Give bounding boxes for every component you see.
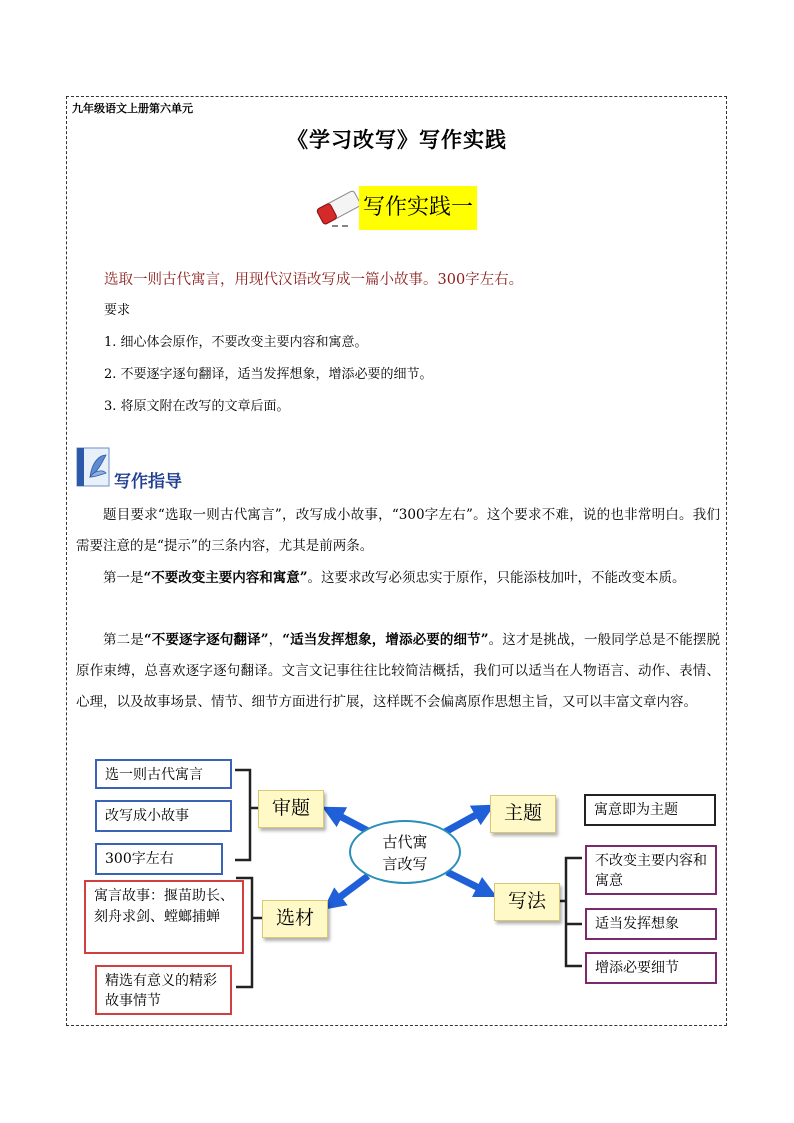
guide-paragraph-3: 第二是“不要逐字逐句翻译”，“适当发挥想象，增添必要的细节”。这才是挑战，一般同学总是不能摆脱原作束缚，总喜欢逐字逐句翻译。文言文记事往往比较简洁概括，我们可以适当在人物语言、动作、表情、心理，以及故事场景、情节、细节方面进行扩展，这样既不会偏离原作思想主旨，又可以丰富文章内容。 (76, 632, 721, 710)
arrow-xiefa (447, 872, 487, 892)
guide-paragraph-1: 题目要求“选取一则古代寓言”，改写成小故事，“300字左右”。这个要求不难，说的也非常明白。我们需要注意的是“提示”的三条内容，尤其是前两条。 (76, 507, 720, 554)
zhuti-item: 寓意即为主题 (584, 794, 716, 826)
category-xuancai: 选材 (262, 900, 328, 938)
arrow-xuancai (332, 876, 368, 903)
requirements-heading: 要求 (104, 303, 131, 318)
category-zhuti: 主题 (490, 795, 556, 833)
shenti-item: 选一则古代寓言 (95, 759, 232, 789)
guide-paragraph-2: 第一是“不要改变主要内容和寓意”。这要求改写必须忠实于原作，只能添枝加叶，不能改变本质。 (103, 570, 686, 586)
practice-badge-label: 写作实践一 (359, 186, 477, 230)
xiefa-item: 增添必要细节 (585, 952, 717, 984)
shenti-item: 改写成小故事 (95, 800, 232, 832)
xuancai-item: 精选有意义的精彩故事情节 (95, 965, 232, 1015)
category-xiefa: 写法 (494, 883, 560, 921)
center-node: 古代寓 言改写 (349, 820, 461, 884)
xuancai-item: 寓言故事：揠苗助长、刻舟求剑、螳螂捕蝉 (84, 880, 244, 954)
requirement-item: 1. 细心体会原作，不要改变主要内容和寓意。 (104, 335, 368, 350)
xiefa-item: 适当发挥想象 (585, 908, 717, 940)
task-statement: 选取一则古代寓言，用现代汉语改写成一篇小故事。300字左右。 (104, 272, 524, 288)
requirement-item: 2. 不要逐字逐句翻译，适当发挥想象，增添必要的细节。 (104, 367, 433, 382)
shenti-item: 300字左右 (95, 843, 223, 875)
requirement-item: 3. 将原文附在改写的文章后面。 (104, 399, 290, 414)
category-shenti: 审题 (258, 790, 324, 828)
arrow-zhuti (445, 810, 485, 832)
xiefa-item: 不改变主要内容和寓意 (585, 845, 717, 895)
unit-label: 九年级语文上册第六单元 (72, 102, 193, 115)
page-title: 《学习改写》写作实践 (287, 127, 507, 152)
guide-title: 写作指导 (114, 472, 182, 492)
